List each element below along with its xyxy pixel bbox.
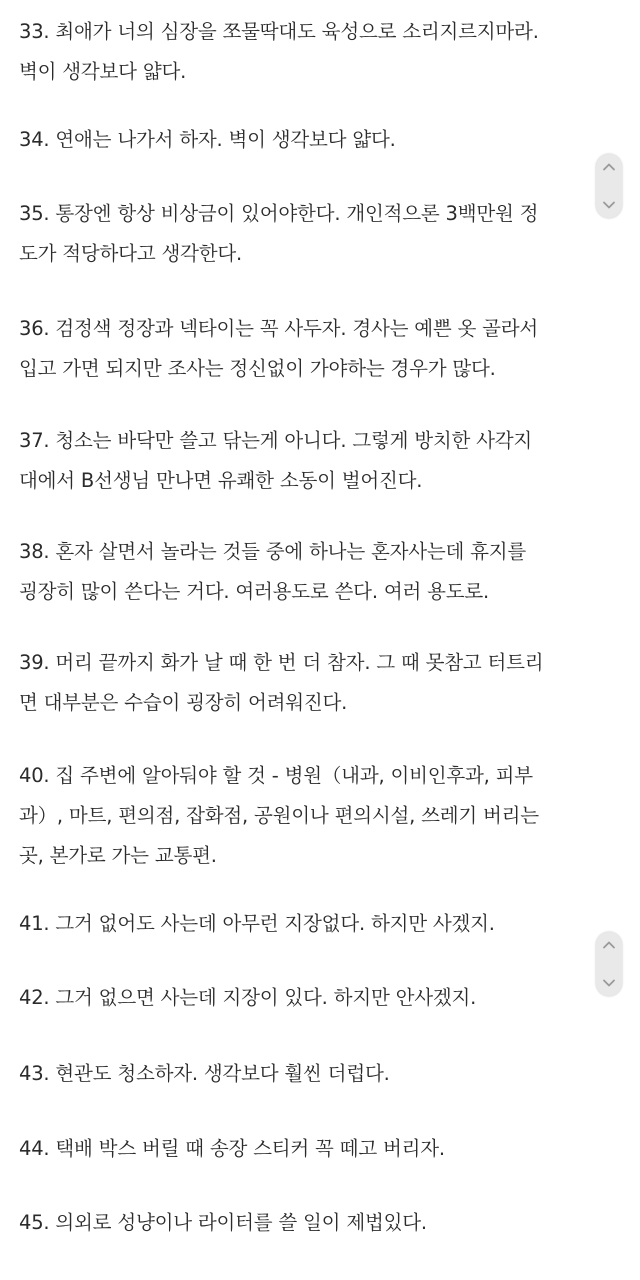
list-item-36 bbox=[19, 309, 631, 389]
chevron-down-icon[interactable] bbox=[602, 201, 616, 210]
item-line: 38. 혼자 살면서 놀라는 것들 중에 하나는 혼자사는데 휴지를 bbox=[19, 540, 527, 563]
item-line: 44. 택배 박스 버릴 때 송장 스티커 꼭 떼고 버리자. bbox=[19, 1137, 445, 1160]
item-line: 대에서 B선생님 만나면 유쾌한 소동이 벌어진다. bbox=[19, 469, 423, 492]
scroll-buttons-top[interactable] bbox=[596, 154, 622, 218]
item-line: 곳, 본가로 가는 교통편. bbox=[19, 844, 217, 867]
item-line: 35. 통장엔 항상 비상금이 있어야한다. 개인적으론 3백만원 정 bbox=[19, 202, 539, 225]
item-line: 34. 연애는 나가서 하자. 벽이 생각보다 얇다. bbox=[19, 128, 396, 151]
item-line: 벽이 생각보다 얇다. bbox=[19, 60, 187, 83]
item-line: 면 대부분은 수습이 굉장히 어려워진다. bbox=[19, 691, 348, 714]
chevron-up-icon[interactable] bbox=[602, 940, 616, 949]
item-line: 42. 그거 없으면 사는데 지장이 있다. 하지만 안사겠지. bbox=[19, 986, 477, 1009]
item-line: 45. 의외로 성냥이나 라이터를 쓸 일이 제법있다. bbox=[19, 1211, 427, 1234]
list-item-42 bbox=[19, 978, 631, 1018]
item-line: 37. 청소는 바닥만 쓸고 닦는게 아니다. 그렇게 방치한 사각지 bbox=[19, 429, 533, 452]
chevron-up-icon[interactable] bbox=[602, 162, 616, 171]
scroll-buttons-bottom[interactable] bbox=[596, 932, 622, 996]
item-line: 도가 적당하다고 생각한다. bbox=[19, 242, 243, 265]
item-line: 과）, 마트, 편의점, 잡화점, 공원이나 편의시설, 쓰레기 버리는 bbox=[19, 804, 539, 827]
list-item-33 bbox=[19, 12, 631, 92]
item-line: 39. 머리 끝까지 화가 날 때 한 번 더 참자. 그 때 못참고 터트리 bbox=[19, 651, 544, 674]
list-item-45 bbox=[19, 1203, 631, 1243]
list-item-34 bbox=[19, 120, 631, 160]
list-item-38 bbox=[19, 532, 631, 612]
list-item-37 bbox=[19, 421, 631, 501]
list-item-35 bbox=[19, 194, 631, 274]
list-item-44 bbox=[19, 1129, 631, 1169]
item-line: 43. 현관도 청소하자. 생각보다 훨씬 더럽다. bbox=[19, 1062, 390, 1085]
list-item-41 bbox=[19, 904, 631, 944]
item-line: 입고 가면 되지만 조사는 정신없이 가야하는 경우가 많다. bbox=[19, 357, 496, 380]
item-line: 40. 집 주변에 알아둬야 할 것 - 병원（내과, 이비인후과, 피부 bbox=[19, 764, 533, 787]
list-item-39 bbox=[19, 643, 631, 723]
item-line: 굉장히 많이 쓴다는 거다. 여러용도로 쓴다. 여러 용도로. bbox=[19, 580, 489, 603]
item-line: 36. 검정색 정장과 넥타이는 꼭 사두자. 경사는 예쁜 옷 골라서 bbox=[19, 317, 539, 340]
chevron-down-icon[interactable] bbox=[602, 979, 616, 988]
list-item-40 bbox=[19, 756, 631, 876]
list-item-43 bbox=[19, 1054, 631, 1094]
item-line: 41. 그거 없어도 사는데 아무런 지장없다. 하지만 사겠지. bbox=[19, 912, 495, 935]
item-line: 33. 최애가 너의 심장을 쪼물딱대도 육성으로 소리지르지마라. bbox=[19, 20, 539, 43]
